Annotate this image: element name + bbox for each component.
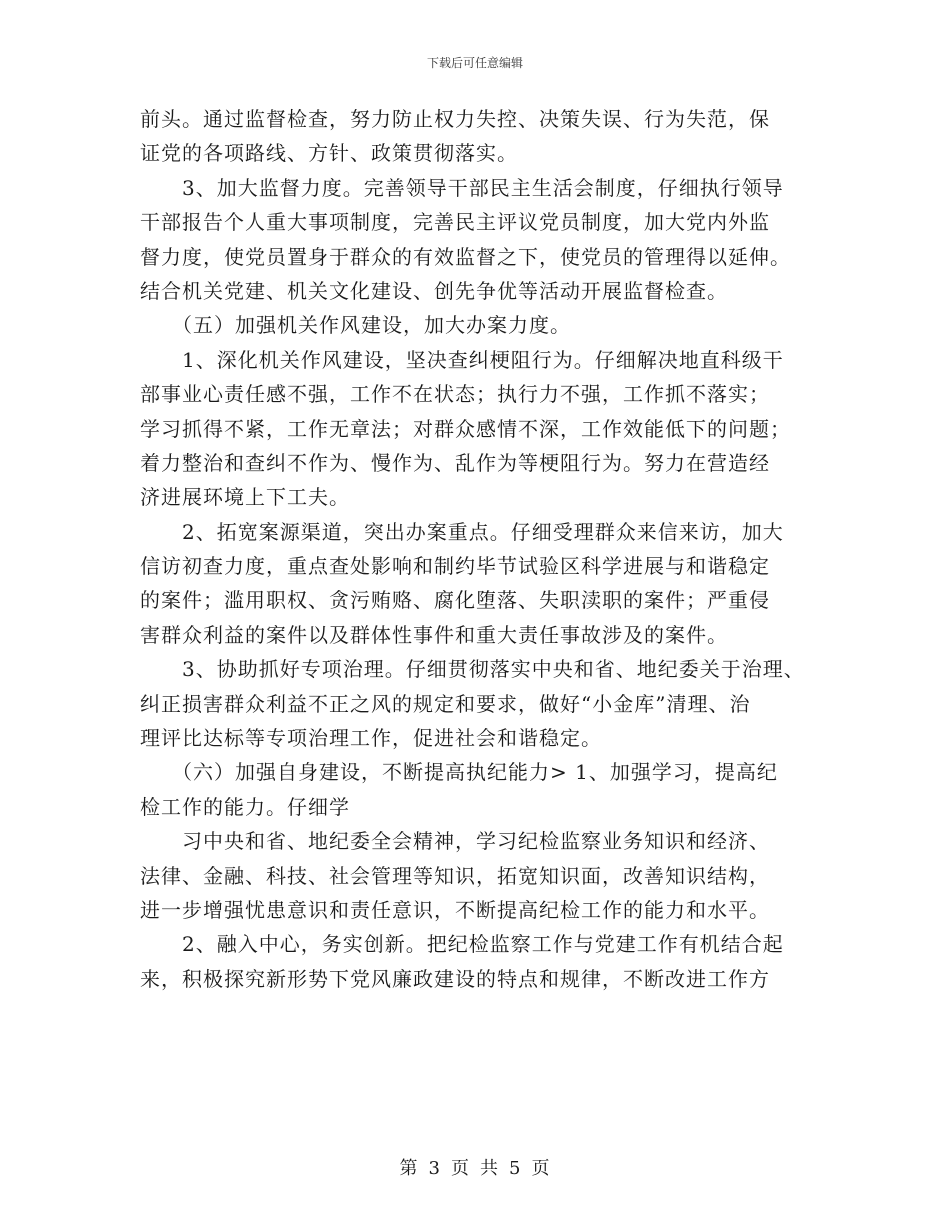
text-line: （五）加强机关作风建设，加大办案力度。 xyxy=(140,313,571,338)
text-line: 3、加大监督力度。完善领导干部民主生活会制度，仔细执行领导 xyxy=(140,175,784,200)
text-line: 2、拓宽案源渠道，突出办案重点。仔细受理群众来信来访，加大 xyxy=(140,519,784,544)
text-line: 理评比达标等专项治理工作，促进社会和谐稳定。 xyxy=(140,726,602,751)
footer-page-word: 页 xyxy=(451,1158,470,1179)
text-line: 督力度，使党员置身于群众的有效监督之下，使党员的管理得以延伸。 xyxy=(140,244,791,269)
page-footer xyxy=(0,1154,950,1180)
text-line: 害群众利益的案件以及群体性事件和重大责任事故涉及的案件。 xyxy=(140,622,728,647)
text-line: 3、协助抓好专项治理。仔细贯彻落实中央和省、地纪委关于治理、 xyxy=(140,657,805,682)
text-line: 部事业心责任感不强，工作不在状态；执行力不强，工作抓不落实； xyxy=(140,382,770,407)
text-line: 1、深化机关作风建设，坚决查纠梗阻行为。仔细解决地直科级干 xyxy=(140,347,784,372)
text-line: 进一步增强忧患意识和责任意识，不断提高纪检工作的能力和水平。 xyxy=(140,897,770,922)
text-line: 结合机关党建、机关文化建设、创先争优等活动开展监督检查。 xyxy=(140,278,728,303)
page-header: 下载后可任意编辑 xyxy=(426,56,523,70)
text-line: 法律、金融、科技、社会管理等知识，拓宽知识面，改善知识结构， xyxy=(140,863,770,888)
text-line: 济进展环境上下工夫。 xyxy=(140,485,350,510)
footer-prefix: 第 xyxy=(399,1158,419,1179)
total-pages-number: 5 xyxy=(509,1158,522,1179)
text-line: 证党的各项路线、方针、政策贯彻落实。 xyxy=(140,141,518,166)
text-line: 习中央和省、地纪委全会精神，学习纪检监察业务知识和经济、 xyxy=(140,829,770,854)
text-line: 来，积极探究新形势下党风廉政建设的特点和规律，不断改进工作方 xyxy=(140,966,770,991)
footer-suffix: 页 xyxy=(531,1158,551,1179)
text-line: 2、融入中心，务实创新。把纪检监察工作与党建工作有机结合起 xyxy=(140,932,784,957)
text-line: （六）加强自身建设，不断提高执纪能力> 1、加强学习，提高纪 xyxy=(140,760,778,785)
text-line: 学习抓得不紧，工作无章法；对群众感情不深，工作效能低下的问题； xyxy=(140,416,791,441)
text-line: 纠正损害群众利益不正之风的规定和要求，做好“小金库”清理、治 xyxy=(140,691,751,716)
text-line: 的案件；滥用职权、贪污贿赂、腐化堕落、失职渎职的案件；严重侵 xyxy=(140,588,770,613)
text-line: 检工作的能力。仔细学 xyxy=(140,794,350,819)
text-line: 信访初查力度，重点查处影响和制约毕节试验区科学进展与和谐稳定 xyxy=(140,554,770,579)
text-line: 着力整治和查纠不作为、慢作为、乱作为等梗阻行为。努力在营造经 xyxy=(140,450,770,475)
text-line: 前头。通过监督检查，努力防止权力失控、决策失误、行为失范，保 xyxy=(140,107,770,131)
text-line: 干部报告个人重大事项制度，完善民主评议党员制度，加大党内外监 xyxy=(140,210,770,235)
document-body xyxy=(140,102,820,996)
current-page-number: 3 xyxy=(428,1158,441,1179)
footer-total-word: 共 xyxy=(480,1158,499,1179)
